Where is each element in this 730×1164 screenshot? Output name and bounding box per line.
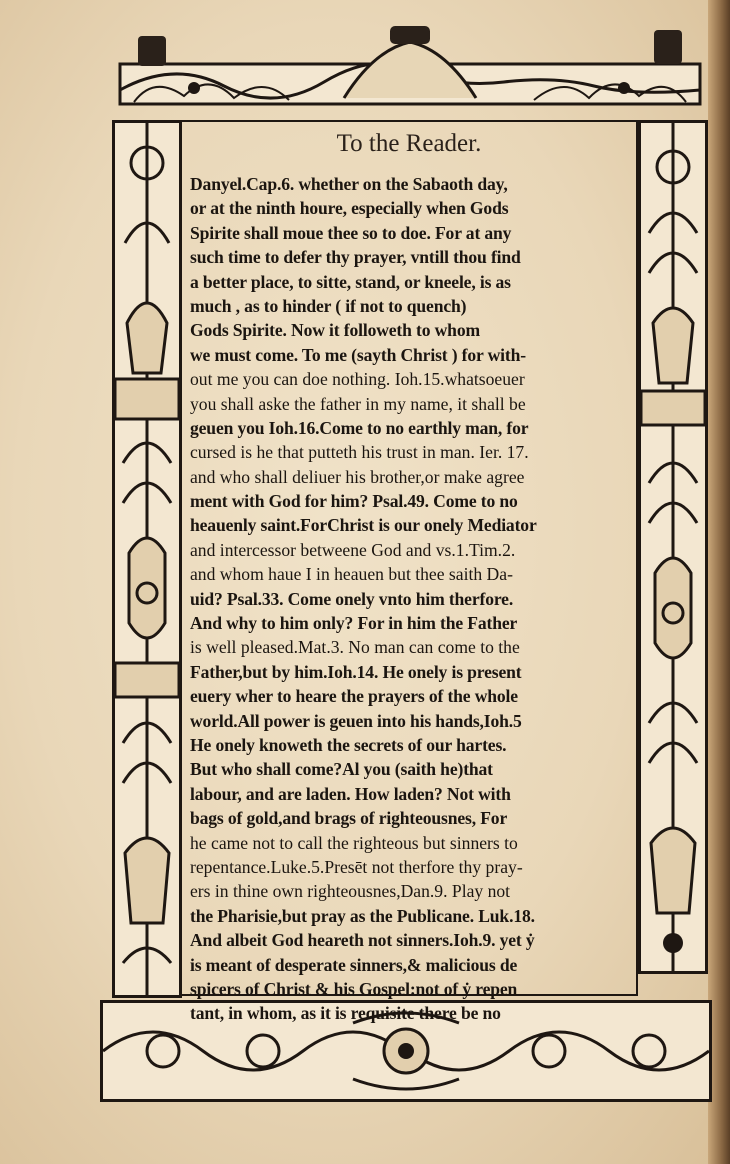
- text-line: heauenly saint.ForChrist is our onely Mediator: [190, 515, 537, 536]
- text-line: And why to him only? For in him the Father: [190, 613, 518, 634]
- text-line: repentance.Luke.5.Presēt not therfore thy pray-: [190, 856, 523, 877]
- text-line: such time to defer thy prayer, vntill thou find: [190, 247, 521, 268]
- top-ornament: [114, 20, 706, 108]
- page-heading: To the Reader.: [336, 130, 482, 157]
- text-line: Spirite shall moue thee so to doe. For at any: [190, 222, 512, 243]
- text-line: tant, in whom, as it is requisite there be no: [190, 1003, 501, 1024]
- text-line: he came not to call the righteous but sinners to: [190, 832, 518, 853]
- text-line: we must come. To me (sayth Christ ) for with-: [190, 344, 526, 365]
- woodcut-frame: [100, 20, 710, 1100]
- text-line: out me you can doe nothing. Ioh.15.whatsoeuer: [190, 369, 525, 390]
- text-line: spicers of Christ & his Gospel:not of ẏ repen: [190, 978, 518, 999]
- text-line: world.All power is geuen into his hands,Ioh.5: [190, 710, 522, 731]
- left-border-ornament: [112, 120, 182, 998]
- text-line: He onely knoweth the secrets of our hartes.: [190, 734, 507, 755]
- text-line: cursed is he that putteth his trust in man. Ier. 17.: [190, 442, 529, 463]
- right-border-ornament: [638, 120, 708, 974]
- text-line: But who shall come?Al you (saith he)that: [190, 759, 493, 780]
- text-line: bags of gold,and brags of righteousnes, For: [190, 808, 508, 829]
- text-line: And albeit God heareth not sinners.Ioh.9. yet ẏ: [190, 930, 535, 951]
- text-line: and intercessor betweene God and vs.1.Tim.2.: [190, 539, 516, 560]
- text-panel: [180, 120, 638, 1024]
- text-line: euery wher to heare the prayers of the whole: [190, 686, 518, 707]
- text-line: Father,but by him.Ioh.14. He onely is present: [190, 661, 522, 682]
- text-line: Danyel.Cap.6. whether on the Sabaoth day,: [190, 174, 508, 194]
- text-line: ment with God for him? Psal.49. Come to no: [190, 491, 518, 512]
- text-line: or at the ninth houre, especially when Gods: [190, 198, 509, 219]
- text-line: uid? Psal.33. Come onely vnto him therfore.: [190, 588, 514, 609]
- text-line: is meant of desperate sinners,& malicious de: [190, 954, 518, 975]
- book-gutter: [708, 0, 730, 1164]
- text-line: ers in thine own righteousnes,Dan.9. Play not: [190, 881, 511, 902]
- text-line: labour, and are laden. How laden? Not with: [190, 783, 511, 804]
- text-line: much , as to hinder ( if not to quench): [190, 295, 467, 316]
- text-lines: [190, 172, 630, 1026]
- text-line: the Pharisie,but pray as the Publicane. Luk.18.: [190, 905, 535, 926]
- text-line: and who shall deliuer his brother,or make agree: [190, 466, 525, 487]
- text-line: and whom haue I in heauen but thee saith Da-: [190, 564, 513, 585]
- text-line: geuen you Ioh.16.Come to no earthly man, for: [190, 417, 529, 438]
- text-line: Gods Spirite. Now it followeth to whom: [190, 320, 480, 341]
- text-line: is well pleased.Mat.3. No man can come to the: [190, 637, 520, 658]
- text-line: you shall aske the father in my name, it shall be: [190, 393, 526, 414]
- text-line: a better place, to sitte, stand, or kneele, is as: [190, 271, 511, 292]
